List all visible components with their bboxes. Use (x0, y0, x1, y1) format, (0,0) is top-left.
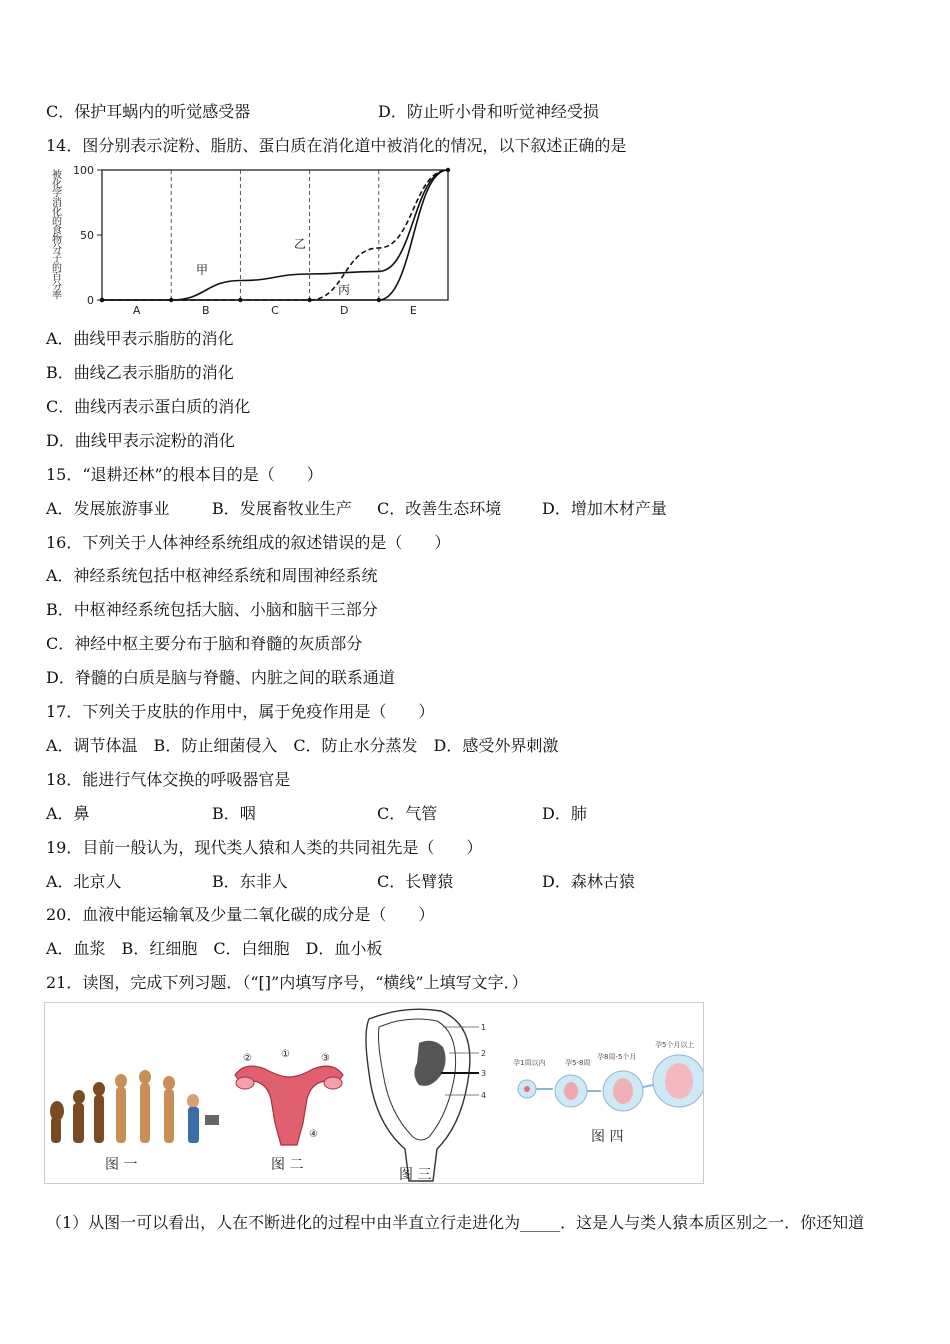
series-label: 丙 (338, 283, 351, 297)
fig3-mark-1: 1 (481, 1023, 487, 1032)
hominid-5-body (140, 1083, 150, 1143)
data-point (307, 298, 311, 302)
hominid-4-body (116, 1087, 126, 1143)
x-tick-label: E (409, 304, 417, 316)
ape-2 (73, 1090, 85, 1104)
q14-option-d: D．曲线甲表示淀粉的消化 (46, 431, 235, 450)
q15-stem: 15．“退耕还林”的根本目的是（ ） (46, 465, 323, 484)
q14-option-b: B．曲线乙表示脂肪的消化 (46, 363, 234, 382)
ylabel-char: 化 (52, 179, 62, 191)
ylabel-char: 物 (52, 235, 62, 246)
q18-option-b: B．咽 (212, 804, 256, 823)
stage-arrow-3 (643, 1085, 653, 1087)
ylabel-char: 率 (52, 290, 62, 302)
q13-option-d: D．防止听小骨和听觉神经受损 (378, 102, 599, 121)
fig2-mark-4: ④ (309, 1129, 318, 1140)
q15-option-a: A．发展旅游事业 (46, 499, 170, 518)
ylabel-char: 被 (52, 170, 62, 181)
q21-figures-svg (45, 1003, 704, 1184)
fig4-label-4: 孕5个月以上 (655, 1041, 695, 1049)
q21-stem: 21．读图，完成下列习题．（“[]”内填写序号，“横线”上填写文字．） (46, 973, 528, 992)
stage-2-embryo (564, 1082, 578, 1100)
ylabel-char: 分 (52, 244, 62, 256)
region-dividers (171, 170, 379, 300)
stage-4-embryo (665, 1063, 693, 1099)
plot-frame (102, 170, 448, 300)
figure-2-caption: 图 二 (271, 1157, 304, 1173)
q16-option-d: D．脊髓的白质是脑与脊髓、内脏之间的联系通道 (46, 668, 395, 687)
q21-figures (44, 1002, 704, 1184)
data-point (238, 298, 242, 302)
q14-option-c: C．曲线丙表示蛋白质的消化 (46, 397, 251, 416)
stage-1-embryo (524, 1086, 530, 1092)
data-point (100, 298, 104, 302)
q17-options: A．调节体温 B．防止细菌侵入 C．防止水分蒸发 D．感受外界刺激 (46, 736, 559, 755)
data-point (169, 298, 173, 302)
q19-option-b: B．东非人 (212, 872, 288, 891)
q18-option-d: D．肺 (542, 804, 587, 823)
q17-stem: 17．下列关于皮肤的作用中，属于免疫作用是（ ） (46, 702, 435, 721)
ylabel-char: 子 (52, 253, 62, 265)
human-7 (187, 1094, 199, 1108)
ovary-left (236, 1077, 254, 1089)
series-line-乙 (102, 170, 448, 300)
ovary-right (324, 1077, 342, 1089)
hominid-5 (139, 1070, 151, 1084)
fetus-body (414, 1041, 445, 1086)
x-tick-label: B (202, 304, 210, 316)
q15-option-d: D．增加木材产量 (542, 499, 667, 518)
data-point (446, 168, 450, 172)
figure-3-caption: 图 三 (399, 1167, 432, 1183)
q18-stem: 18．能进行气体交换的呼吸器官是 (46, 770, 291, 789)
q16-option-a: A．神经系统包括中枢神经系统和周围神经系统 (46, 566, 378, 585)
ylabel-char: 消 (52, 197, 62, 209)
y-tick-label: 0 (87, 294, 94, 307)
human-7-body (188, 1107, 199, 1143)
ylabel-char: 分 (52, 281, 62, 293)
figure-1-caption: 图 一 (105, 1157, 138, 1173)
series-label: 甲 (196, 263, 209, 277)
q16-option-c: C．神经中枢主要分布于脑和脊髓的灰质部分 (46, 634, 363, 653)
data-point (377, 298, 381, 302)
uterus-shape (235, 1066, 343, 1145)
q19-stem: 19．目前一般认为，现代类人猿和人类的共同祖先是（ ） (46, 838, 483, 857)
y-axis-label (52, 168, 62, 302)
figure-4-caption: 图 四 (591, 1129, 624, 1145)
fig3-mark-4: 4 (481, 1091, 487, 1100)
fig4-label-2: 孕5-8周 (565, 1059, 591, 1067)
y-tick-label: 50 (80, 229, 94, 242)
ylabel-char: 食 (52, 225, 62, 237)
fig2-mark-2: ② (243, 1053, 252, 1064)
q19-option-d: D．森林古猿 (542, 872, 635, 891)
q19-option-a: A．北京人 (46, 872, 122, 891)
ylabel-char: 学 (52, 188, 62, 200)
figure-4-development (513, 1040, 704, 1145)
figure-3-fetus (366, 1009, 486, 1183)
q15-option-c: C．改善生态环境 (377, 499, 502, 518)
series-group (100, 168, 450, 302)
fig2-mark-3: ③ (321, 1053, 330, 1064)
ape-1-body (51, 1117, 61, 1143)
fig3-mark-3: 3 (481, 1069, 487, 1078)
q21-sub1: （1）从图一可以看出，人在不断进化的过程中由半直立行走进化为_____．这是人与类人猿本质区别之一．你还知道 (46, 1213, 865, 1232)
q14-stem: 14．图分别表示淀粉、脂肪、蛋白质在消化道中被消化的情况，以下叙述正确的是 (46, 136, 627, 155)
ylabel-char: 的 (52, 262, 62, 274)
q14-option-a: A．曲线甲表示脂肪的消化 (46, 329, 234, 348)
hominid-6-body (164, 1089, 174, 1143)
digestion-chart-svg (46, 166, 456, 316)
hominid-3 (93, 1082, 105, 1096)
q15-option-b: B．发展畜牧业生产 (212, 499, 352, 518)
digestion-chart (46, 166, 456, 316)
x-tick-label: D (339, 304, 349, 316)
fig4-label-1: 孕1周以内 (513, 1059, 546, 1067)
fig3-mark-2: 2 (481, 1049, 487, 1058)
q16-option-b: B．中枢神经系统包括大脑、小脑和脑干三部分 (46, 600, 378, 619)
series-label: 乙 (294, 237, 307, 251)
series-line-丙 (102, 170, 448, 300)
fig2-mark-1: ① (281, 1049, 290, 1060)
q18-option-c: C．气管 (377, 804, 438, 823)
hominid-4 (115, 1074, 127, 1088)
q19-option-c: C．长臂猿 (377, 872, 454, 891)
ape-2-body (73, 1103, 84, 1143)
q18-option-a: A．鼻 (46, 804, 90, 823)
ylabel-char: 的 (52, 216, 62, 228)
y-tick-label: 100 (73, 166, 94, 177)
hominid-3-body (94, 1095, 104, 1143)
x-tick-label: A (132, 304, 141, 316)
figure-2-reproductive (235, 1049, 343, 1173)
hominid-6 (163, 1076, 175, 1090)
y-ticks (73, 166, 102, 307)
series-line-甲 (102, 170, 448, 300)
q16-stem: 16．下列关于人体神经系统组成的叙述错误的是（ ） (46, 533, 451, 552)
q20-stem: 20．血液中能运输氧及少量二氧化碳的成分是（ ） (46, 905, 435, 924)
fig4-label-3: 孕8周-5个月 (597, 1053, 637, 1061)
x-tick-label: C (271, 304, 279, 316)
stage-3-embryo (613, 1078, 633, 1104)
ylabel-char: 化 (52, 207, 62, 219)
q13-option-c: C．保护耳蜗内的听觉感受器 (46, 102, 251, 121)
computer-desk (205, 1115, 219, 1125)
figure-1-evolution (50, 1070, 219, 1173)
x-ticks (133, 304, 417, 316)
ylabel-char: 百 (52, 272, 62, 284)
q20-options: A．血浆 B．红细胞 C．白细胞 D．血小板 (46, 939, 383, 958)
